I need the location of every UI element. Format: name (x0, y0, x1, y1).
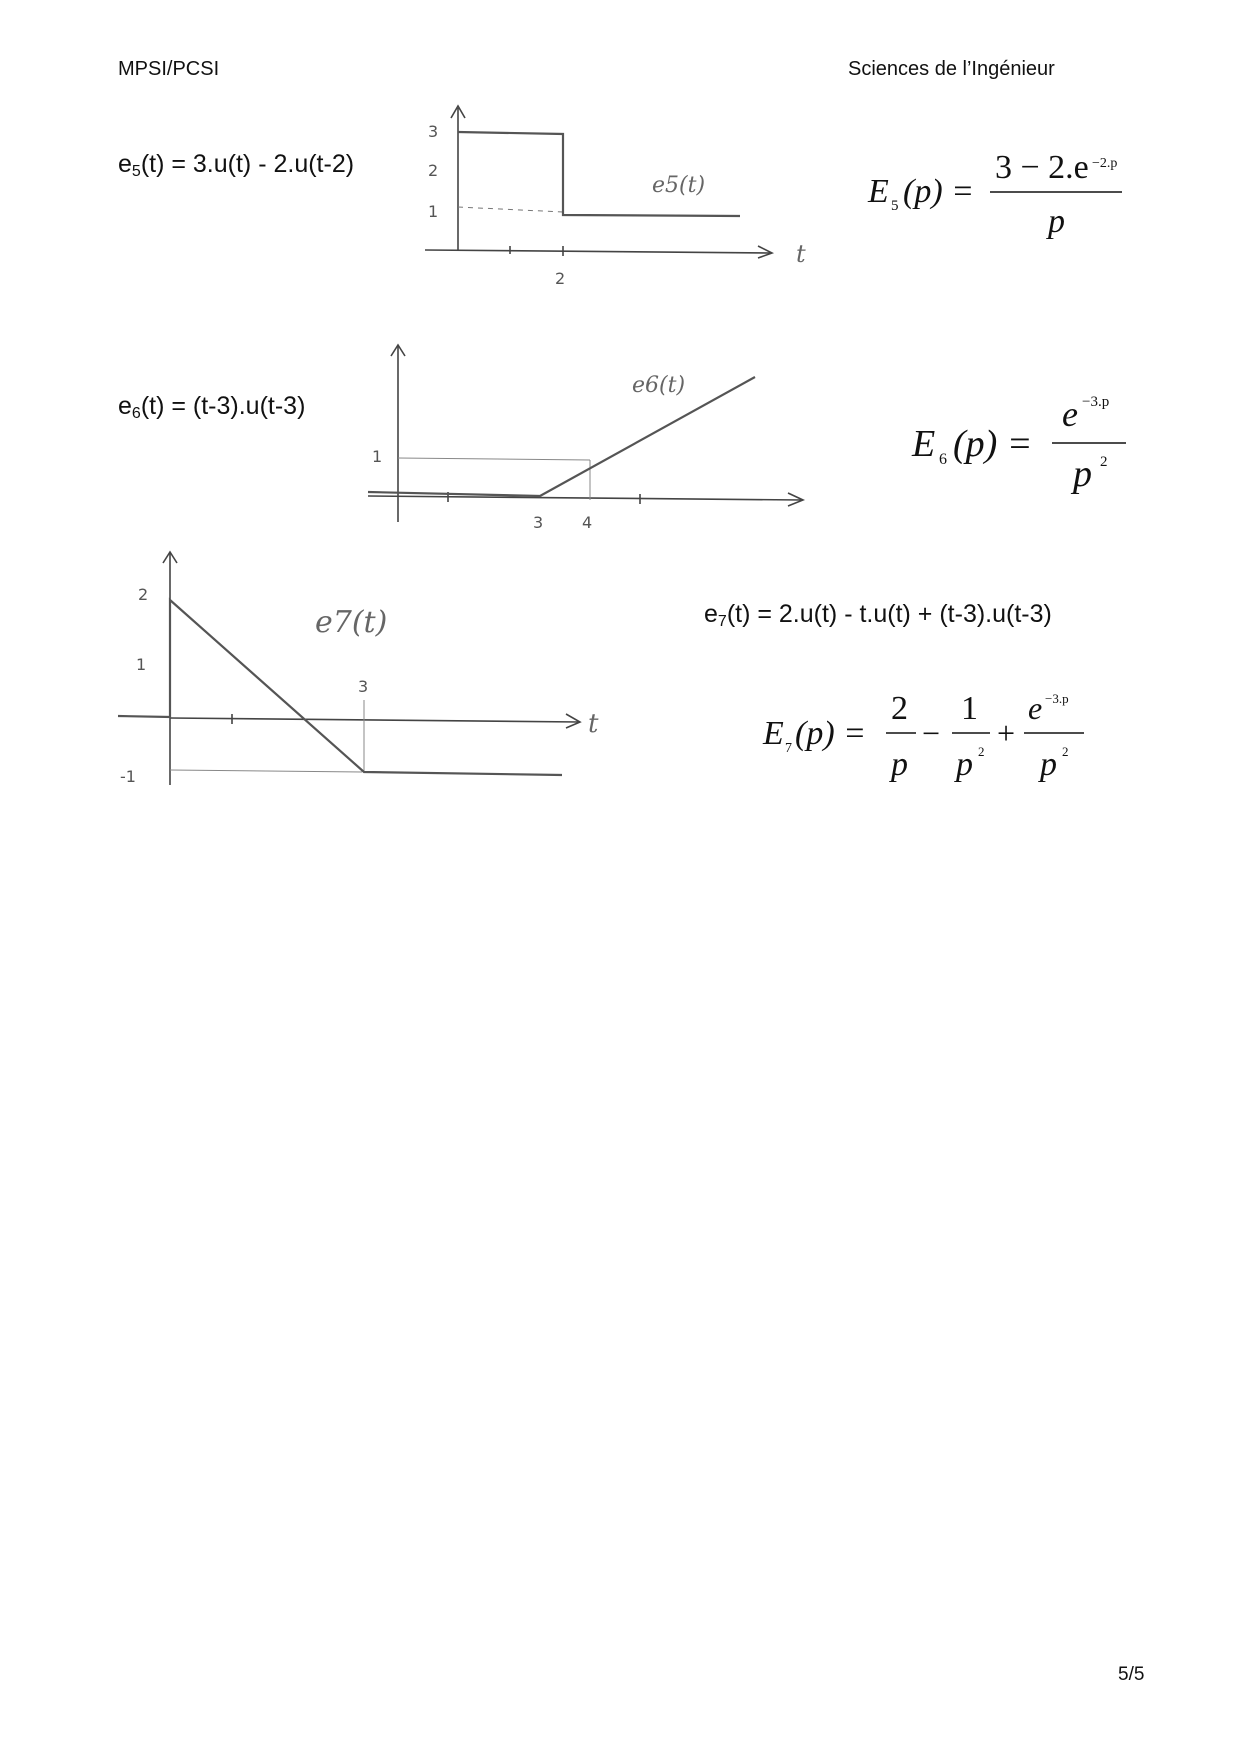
lhs: E (763, 715, 784, 752)
operator-minus: − (922, 715, 941, 751)
y-tick-label: 1 (428, 202, 439, 221)
graph-e5 (425, 106, 806, 288)
term1-denominator: p (891, 746, 908, 783)
y-tick-label: 2 (138, 585, 149, 604)
term3-numerator: e (1028, 690, 1043, 726)
expression-e6: $e_6(t) = (t-3).u(t-3)$ (118, 392, 306, 422)
lhs-subscript: 7 (785, 741, 792, 756)
laplace-e6 (911, 394, 1126, 495)
x-tick-label: 3 (533, 513, 544, 532)
expression-e5: $e_5(t) = 3.u(t) - 2.u(t-2)$ (118, 150, 355, 180)
lhs-argument: (p) = (795, 715, 867, 752)
expression-e7: $e_7(t) = 2.u(t) - t.u(t) + (t-3).u(t-3)$ (704, 600, 1052, 630)
x-axis (425, 250, 770, 253)
x-axis-arrow (758, 246, 772, 258)
x-tick-label: 3 (358, 677, 369, 696)
guide-line (170, 770, 362, 772)
x-tick-label: 4 (582, 513, 593, 532)
x-axis-label: t (588, 709, 599, 739)
curve-label: e6(t) (632, 373, 686, 398)
term3-numerator-exponent: −3.p (1045, 691, 1069, 706)
denominator-exponent: 2 (1100, 454, 1108, 470)
numerator-exponent: −3.p (1082, 394, 1110, 410)
denominator: p (1048, 203, 1065, 240)
guide-line (458, 207, 563, 212)
numerator-exponent: −2.p (1092, 156, 1118, 171)
term1-numerator: 2 (891, 690, 908, 727)
header-left: MPSI/PCSI (118, 58, 220, 80)
y-tick-label: 1 (372, 447, 383, 466)
x-tick-label: 2 (555, 269, 566, 288)
y-tick-label: -1 (120, 767, 136, 786)
x-axis-arrow (566, 714, 580, 728)
graph-e6 (368, 345, 803, 532)
numerator: e (1062, 394, 1078, 434)
lhs-subscript: 6 (939, 451, 947, 468)
x-axis-label: t (796, 240, 806, 268)
y-tick-label: 2 (428, 161, 439, 180)
curve-label: e7(t) (315, 605, 388, 640)
laplace-e7 (762, 690, 1084, 783)
curve-label: e5(t) (652, 173, 706, 198)
lhs-subscript: 5 (891, 198, 899, 214)
term2-numerator: 1 (961, 690, 978, 727)
curve-e6 (368, 377, 755, 496)
numerator: 3 − 2.e (995, 149, 1089, 186)
y-tick-label: 1 (136, 655, 147, 674)
term2-denominator-exponent: 2 (978, 744, 985, 759)
guide-line (398, 458, 590, 460)
lhs-argument: (p) = (953, 423, 1033, 465)
laplace-e5 (867, 149, 1122, 240)
lhs-argument: (p) = (903, 173, 975, 210)
graph-e7 (118, 552, 599, 786)
denominator: p (1073, 453, 1092, 495)
page-number: 5/5 (1118, 1664, 1145, 1685)
term2-denominator: p (956, 746, 973, 783)
y-tick-label: 3 (428, 122, 439, 141)
header-right: Sciences de l’Ingénieur (848, 58, 1055, 80)
term3-denominator: p (1040, 746, 1057, 783)
lhs: E (912, 423, 936, 465)
x-axis (368, 496, 802, 500)
lhs: E (868, 173, 889, 210)
operator-plus: + (997, 715, 1016, 751)
term3-denominator-exponent: 2 (1062, 744, 1069, 759)
